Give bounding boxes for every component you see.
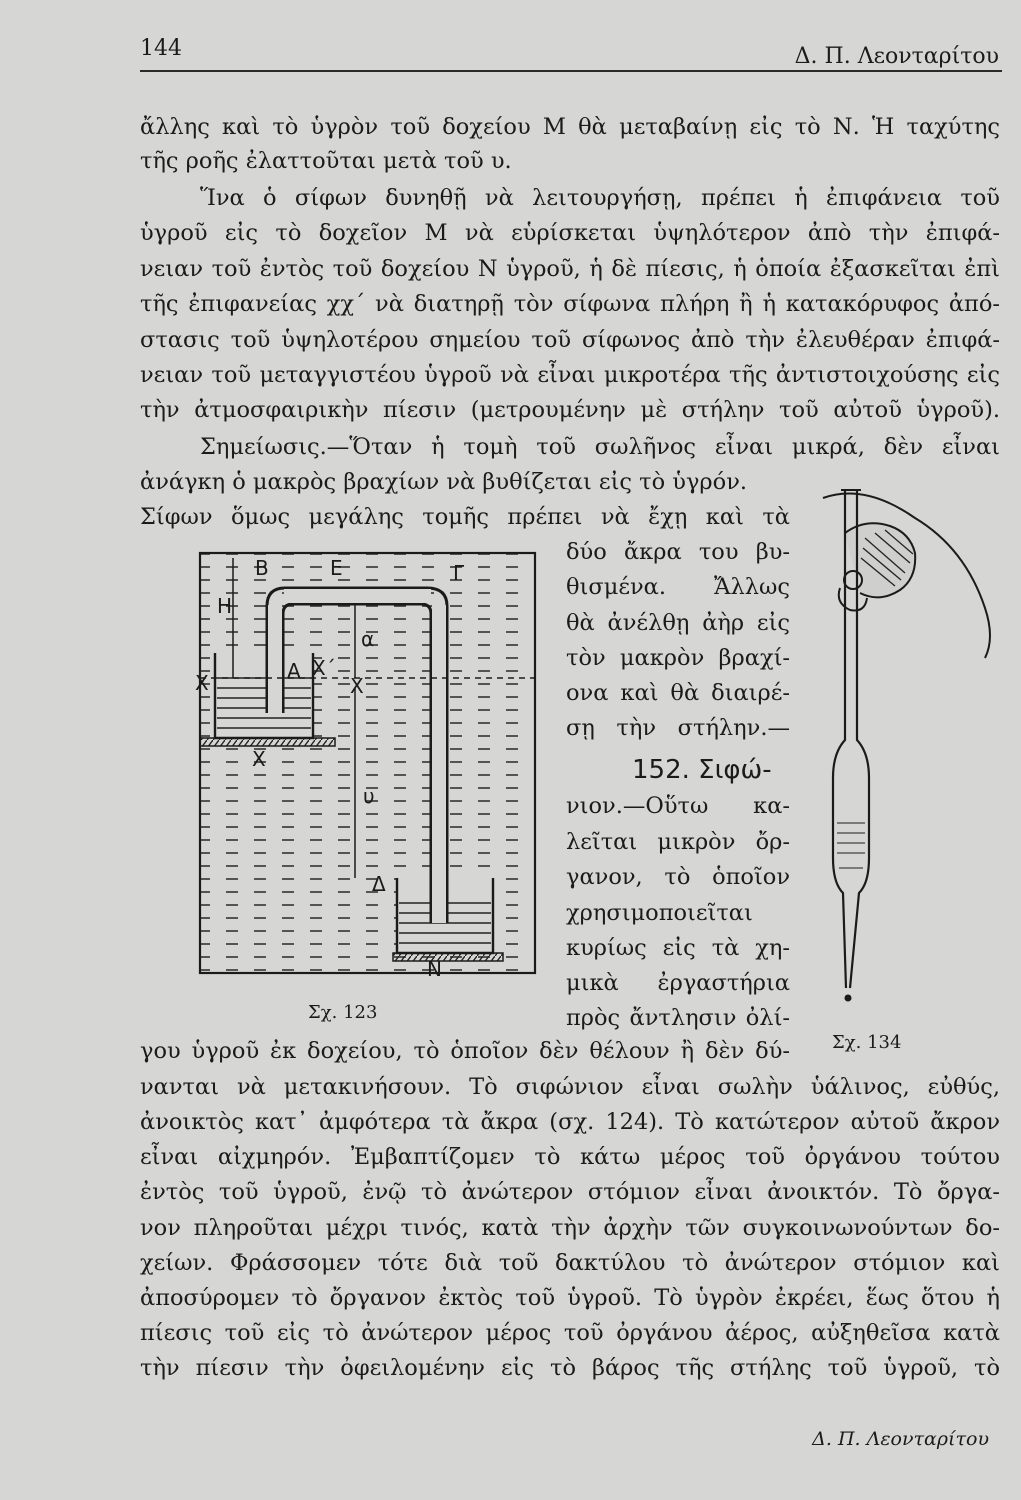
label-h: Η xyxy=(217,594,233,618)
header-rule xyxy=(140,70,1002,72)
text-line: νειαν τοῦ μεταγγιστέου ὑγροῦ νὰ εἶναι μικροτέρα τῆς ἀντιστοιχούσης εἰς xyxy=(140,362,1000,388)
text-line: ὑγροῦ εἰς τὸ δοχεῖον Μ νὰ εὑρίσκεται ὑψηλότερον ἀπὸ τὴν ἐπιφά- xyxy=(140,220,1000,246)
text-line: κυρίως εἰς τὰ χη- xyxy=(566,935,790,961)
text-line: εἶναι αἰχμηρόν. Ἐμβαπτίζομεν τὸ κάτω μέρος τοῦ ὀργάνου τούτου xyxy=(140,1144,1000,1170)
text-line: Ἵνα ὁ σίφων δυνηθῇ νὰ λειτουργήσῃ, πρέπει ἡ ἐπιφάνεια τοῦ xyxy=(200,185,1000,211)
text-line: ἄλλης καὶ τὸ ὑγρὸν τοῦ δοχείου Μ θὰ μεταβαίνῃ εἰς τὸ Ν. Ἡ ταχύτης xyxy=(140,114,1000,140)
footer-signature: Δ. Π. Λεονταρίτου xyxy=(812,1428,989,1450)
label-x-prime: Χ΄ xyxy=(312,656,336,680)
figure-siphon xyxy=(195,548,540,981)
label-n: Ν xyxy=(427,957,442,981)
text-line: χρησιμοποιεῖται xyxy=(566,900,753,926)
text-line: θισμένα. Ἄλλως xyxy=(566,574,790,600)
text-line: χείων. Φράσσομεν τότε διὰ τοῦ δακτύλου τὸ ἀνώτερον στόμιον καὶ xyxy=(140,1250,1000,1276)
label-b: Β xyxy=(255,556,269,580)
text-line: τὴν ἀτμοσφαιρικὴν πίεσιν (μετρουμένην μὲ στήλην τοῦ αὐτοῦ ὑγροῦ). xyxy=(140,397,1000,423)
text-line: πρὸς ἄντλησιν ὀλί- xyxy=(566,1005,790,1031)
text-line: μικὰ ἐργαστήρια xyxy=(566,970,790,996)
text-line: σῃ τὴν στήλην.— xyxy=(566,715,790,741)
text-line: νανται νὰ μετακινήσουν. Τὸ σιφώνιον εἶναι σωλὴν ὑάλινος, εὐθύς, xyxy=(140,1074,1000,1100)
figure-pipette xyxy=(805,478,1000,1013)
text-line: νειαν τοῦ ἐντὸς τοῦ δοχείου Ν ὑγροῦ, ἡ δὲ πίεσις, ἡ ὁποία ἐξασκεῖται ἐπὶ xyxy=(140,256,1000,282)
text-line: νιον.—Οὕτω κα- xyxy=(566,793,790,819)
text-line: πίεσις τοῦ εἰς τὸ ἀνώτερον μέρος τοῦ ὀργάνου ἀέρος, αὐξηθεῖσα κατὰ xyxy=(140,1320,1000,1346)
label-a: Α xyxy=(287,659,301,683)
section-heading-152: 152. Σιφώ- xyxy=(632,755,772,785)
text-line: δύο ἄκρα του βυ- xyxy=(566,539,790,565)
label-x-left: Χ xyxy=(195,671,209,695)
text-line: τῆς ροῆς ἐλαττοῦται μετὰ τοῦ υ. xyxy=(140,148,512,174)
text-line: λεῖται μικρὸν ὄρ- xyxy=(566,829,790,855)
text-line: νον πληροῦται μέχρι τινός, κατὰ τὴν ἀρχὴν τῶν συγκοινωνούντων δο- xyxy=(140,1215,1000,1241)
text-line: ἐντὸς τοῦ ὑγροῦ, ἐνῷ τὸ ἀνώτερον στόμιον εἶναι ἀνοικτόν. Τὸ ὄργα- xyxy=(140,1179,1000,1205)
text-line-note: Σημείωσις.—Ὅταν ἡ τομὴ τοῦ σωλῆνος εἶναι μικρά, δὲν εἶναι xyxy=(200,434,1000,460)
text-line: θὰ ἀνέλθῃ ἀὴρ εἰς xyxy=(566,610,790,636)
figure-caption-134: Σχ. 134 xyxy=(832,1032,902,1053)
text-line: τῆς ἐπιφανείας χχ΄ νὰ διατηρῇ τὸν σίφωνα πλήρη ἢ ἡ κατακόρυφος ἀπό- xyxy=(140,291,1000,317)
text-line: ἀποσύρομεν τὸ ὄργανον ἐκτὸς τοῦ ὑγροῦ. Τὸ ὑγρὸν ἐκρέει, ἕως ὅτου ἡ xyxy=(140,1285,1000,1311)
page-number: 144 xyxy=(140,36,182,61)
text-line: στασις τοῦ ὑψηλοτέρου σημείου τοῦ σίφωνος ἀπὸ τὴν ἐλευθέραν ἐπιφά- xyxy=(140,327,1000,353)
text-line: τὴν πίεσιν τὴν ὀφειλομένην εἰς τὸ βάρος τῆς στήλης τοῦ ὑγροῦ, τὸ xyxy=(140,1355,1000,1381)
label-e: Ε xyxy=(330,556,343,580)
label-alpha: α xyxy=(361,627,375,651)
text-line: Σίφων ὅμως μεγάλης τομῆς πρέπει νὰ ἔχῃ καὶ τὰ xyxy=(140,504,790,530)
figure-caption-123: Σχ. 123 xyxy=(308,1002,378,1023)
label-x-bottom: Χ xyxy=(252,747,266,771)
text-line: ονα καὶ θὰ διαιρέ- xyxy=(566,680,790,706)
label-y: υ xyxy=(363,784,375,808)
text-line: ἀνάγκη ὁ μακρὸς βραχίων νὰ βυθίζεται εἰς τὸ ὑγρόν. xyxy=(140,469,748,495)
label-x-mid: Χ xyxy=(350,674,364,698)
running-header-author: Δ. Π. Λεονταρίτου xyxy=(794,44,999,69)
label-g: Γ xyxy=(453,561,465,585)
text-line: γανον, τὸ ὁποῖον xyxy=(566,864,790,890)
text-line: γου ὑγροῦ ἐκ δοχείου, τὸ ὁποῖον δὲν θέλουν ἢ δὲν δύ- xyxy=(140,1038,790,1064)
text-line: τὸν μακρὸν βραχί- xyxy=(566,645,790,671)
label-d: Δ xyxy=(372,872,386,896)
text-line: ἀνοικτὸς κατ᾽ ἀμφότερα τὰ ἄκρα (σχ. 124). Τὸ κατώτερον αὐτοῦ ἄκρον xyxy=(140,1109,1000,1135)
